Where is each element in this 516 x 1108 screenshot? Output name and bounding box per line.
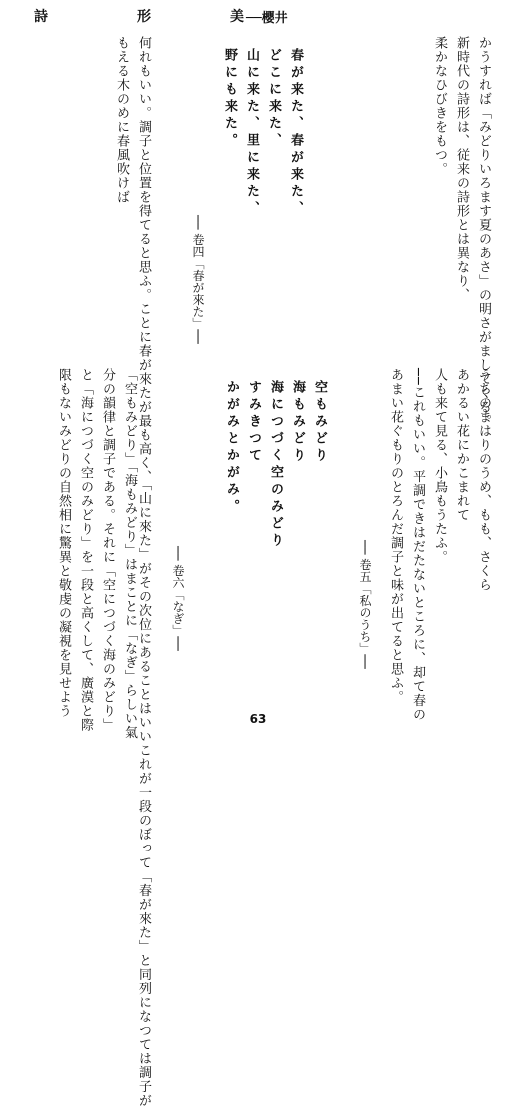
paragraph-top-left: 何れもいい。調子と位置を得てると思ふ。ことに春が來たが最も高く、「山に來た」がその次位にあることはいいこれが一段のぼって「春が來た」と同列になつては調子が もえる木のめに春風吹けば bbox=[114, 36, 151, 1108]
paragraph-top-right: かうすれば「みどりいろます夏のあさ」の明さがましてくる。 新時代の詩形は、従来の詩形とは異なり、 柔かなひびきをもつ。 bbox=[432, 36, 491, 428]
header-char-1: 詩 bbox=[34, 9, 48, 25]
poem-haru: 春が来た、春が来た、 どこに来た、 山に来た、里に来た、 野にも来た。 bbox=[222, 48, 303, 218]
header-char-2: 形 bbox=[137, 9, 151, 25]
paragraph-bottom-right: うちのまはりのうめ、もも、さくら あかるい花にかこまれて 人も来て見る、小鳥もうたふ。 ──これもいい。平調できはだたないところに、却て春の あまい花ぐもりのとろんだ調子と味が出てると思ふ。 bbox=[388, 368, 491, 722]
poem-nagi: 空もみどり 海もみどり 海につづく空のみどり すみきつて かがみとかがみ。 bbox=[224, 380, 327, 550]
running-header bbox=[34, 6, 454, 26]
caption-nagi: ── 卷六「なぎ」── bbox=[171, 546, 185, 651]
paragraph-bottom-left: 「空もみどり」「海もみどり」はまことに「なぎ」らしい氣 分の韻律と調子である。それに「空につづく海のみどり」 と「海につづく空のみどり」を一段と高くして、廣漠と際 限もないみどりの自然相に驚異と敬虔の凝視を見せよう bbox=[56, 368, 137, 740]
page-number: 63 bbox=[249, 712, 267, 726]
caption-watashinouchi: ── 卷五「私のうち」── bbox=[358, 540, 372, 669]
header-char-3: 美 bbox=[230, 9, 244, 25]
caption-haru: ── 卷四「春が來た」── bbox=[191, 215, 205, 344]
header-author: ──櫻井 bbox=[246, 10, 288, 26]
